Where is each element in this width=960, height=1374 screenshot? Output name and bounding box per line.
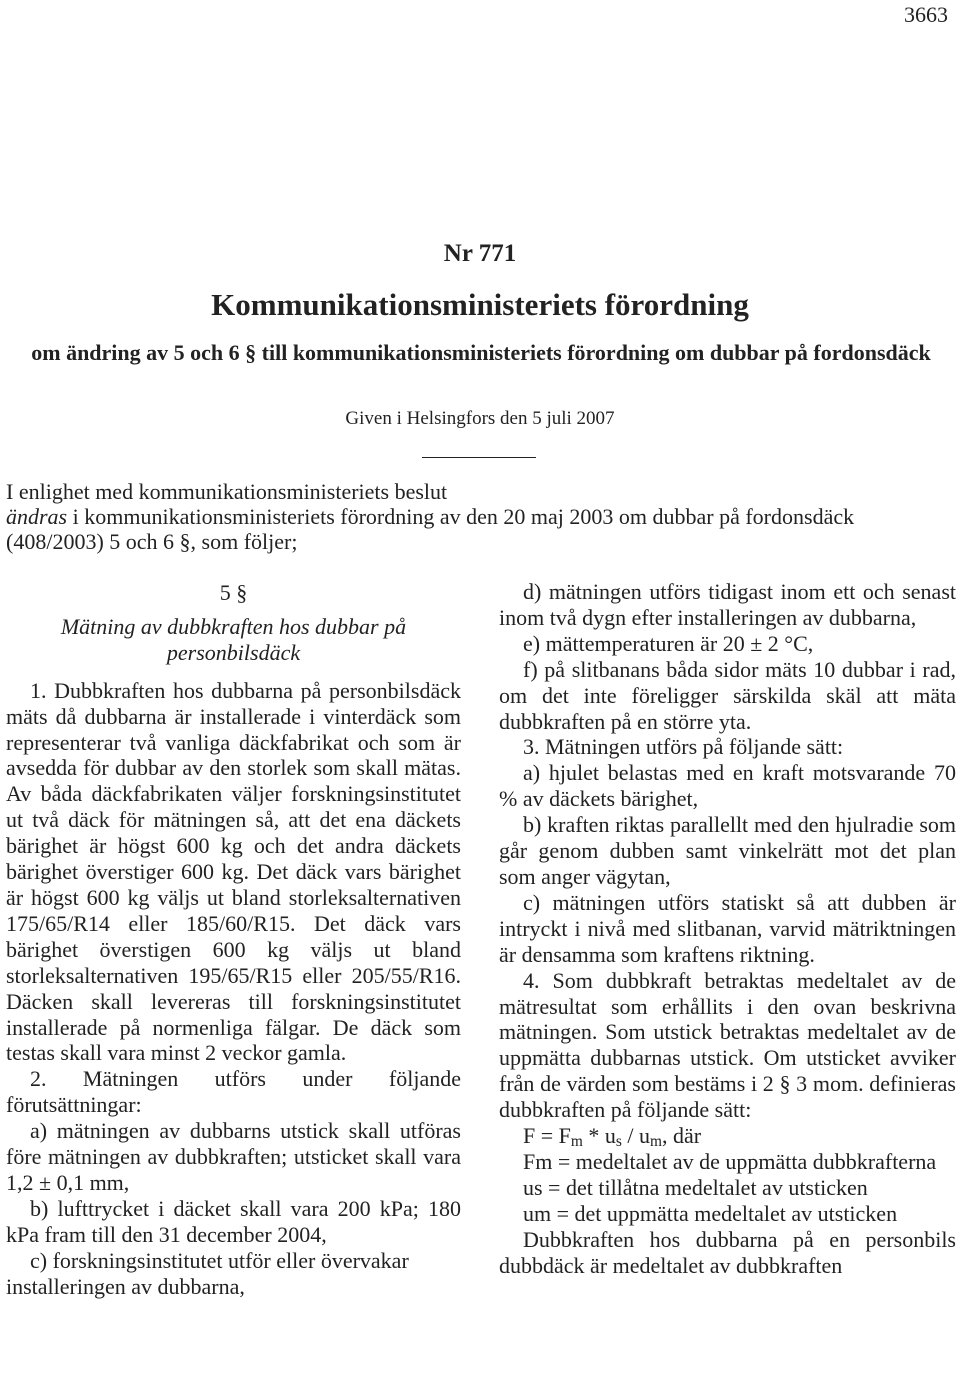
definition-us: us = det tillåtna medeltalet av utsticken <box>523 1174 868 1200</box>
formula-sub-s: s <box>615 1133 622 1151</box>
item-3b: b) kraften riktas parallellt med den hjulradie som går genom dubben samt vinkelrätt mot det plan som anger vägytan, <box>499 812 956 889</box>
preamble-text <box>6 504 956 554</box>
formula <box>499 1123 956 1149</box>
paragraph-last: Dubbkraften hos dubbarna på en personbils dubbdäck är medeltalet av dubbkraften <box>499 1226 956 1278</box>
document-subtitle: om ändring av 5 och 6 § till kommunikationsministeriets förordning om dubbar på fordonsdäck <box>31 340 931 365</box>
item-2c: c) forskningsinstitutet utför eller övervakar installeringen av dubbarna, <box>6 1247 409 1299</box>
page-number: 3663 <box>904 2 948 27</box>
section-number: 5 § <box>219 580 248 605</box>
statute-number: Nr 771 <box>443 240 517 267</box>
formula-tail: , där <box>661 1123 702 1149</box>
divider <box>422 457 536 458</box>
item-3a: a) hjulet belastas med en kraft motsvarande 70 % av däckets bärighet, <box>499 760 956 812</box>
item-3c: c) mätningen utförs statiskt så att dubben är intryckt i nivå med slitbanan, varvid mätriktningen är densamma som kraftens riktning. <box>499 889 956 967</box>
formula-sub-m2: m <box>650 1133 662 1151</box>
section-heading: Mätning av dubbkraften hos dubbar på personbilsdäck <box>60 613 407 665</box>
paragraph-3: 3. Mätningen utförs på följande sätt: <box>523 734 844 760</box>
given-date: Given i Helsingfors den 5 juli 2007 <box>345 408 615 429</box>
left-column <box>6 580 461 1299</box>
formula-lhs: F = F <box>523 1123 571 1149</box>
formula-sub-m: m <box>570 1133 583 1151</box>
paragraph-4: 4. Som dubbkraft betraktas medeltalet av de mätresultat som erhållits i den ovan beskrivna mätningen. Som utstick betraktas medeltalet av de uppmätta dubbarnas utstick. Om utsticket avviker från de värden som bestäms i 2 § 3 mom. definieras dubbkraften på följande sätt: <box>499 967 956 1123</box>
preamble-emphasis: ändras <box>6 504 68 529</box>
preamble-rest: i kommunikationsministeriets förordning av den 20 maj 2003 om dubbar på fordonsdäck (408/2003) 5 och 6 §, som följer; <box>6 504 855 554</box>
preamble-line: I enlighet med kommunikationsministeriets beslut <box>6 479 448 504</box>
paragraph-2: 2. Mätningen utförs under följande förutsättningar: <box>6 1066 461 1118</box>
formula-div: / u <box>621 1123 650 1149</box>
item-2a: a) mätningen av dubbarns utstick skall utföras före mätningen av dubbkraften; utsticket skall vara 1,2 ± 0,1 mm, <box>6 1118 461 1195</box>
right-column <box>499 579 956 1278</box>
paragraph-1: 1. Dubbkraften hos dubbarna på personbilsdäck mäts då dubbarna är installerade i vinterdäck som representerar två vanliga däckfabrikat och som är avsedda för dubbar av den storlek som skall mätas. Av båda däckfabrikaten väljer forskningsinstitutet ut två däck för mätningen så, att det ena däckets bärighet är högst 600 kg och det andra däckets bärighet överstiger 600 kg. Det däck vars bärighet är högst 600 kg väljs ut bland storleksalternativen 175/65/R14 eller 185/60/R15. Det däck vars bärighet överstigen 600 kg väljs ut bland storleksalternativen 195/65/R15 eller 205/55/R16. Däcken skall levereras till forskningsinstitutet installerade på normenliga fälgar. De däck som testas skall vara minst 2 veckor gamla. <box>6 677 461 1066</box>
preamble <box>6 479 956 554</box>
item-2b: b) lufttrycket i däcket skall vara 200 kPa; 180 kPa fram till den 31 december 2004, <box>6 1195 461 1247</box>
formula-mid: * u <box>582 1123 616 1149</box>
item-2d: d) mätningen utförs tidigast inom ett och senast inom två dygn efter installeringen av dubbarna, <box>499 579 956 630</box>
item-2e: e) mättemperaturen är 20 ± 2 °C, <box>523 630 814 656</box>
item-2f: f) på slitbanans båda sidor mäts 10 dubbar i rad, om det inte föreligger särskilda skäl att mäta dubbkraften på en större yta. <box>499 656 956 734</box>
document-title: Kommunikationsministeriets förordning <box>211 287 749 322</box>
definition-fm: Fm = medeltalet av de uppmätta dubbkrafterna <box>523 1148 937 1174</box>
definition-um: um = det uppmätta medeltalet av utsticken <box>523 1200 898 1226</box>
